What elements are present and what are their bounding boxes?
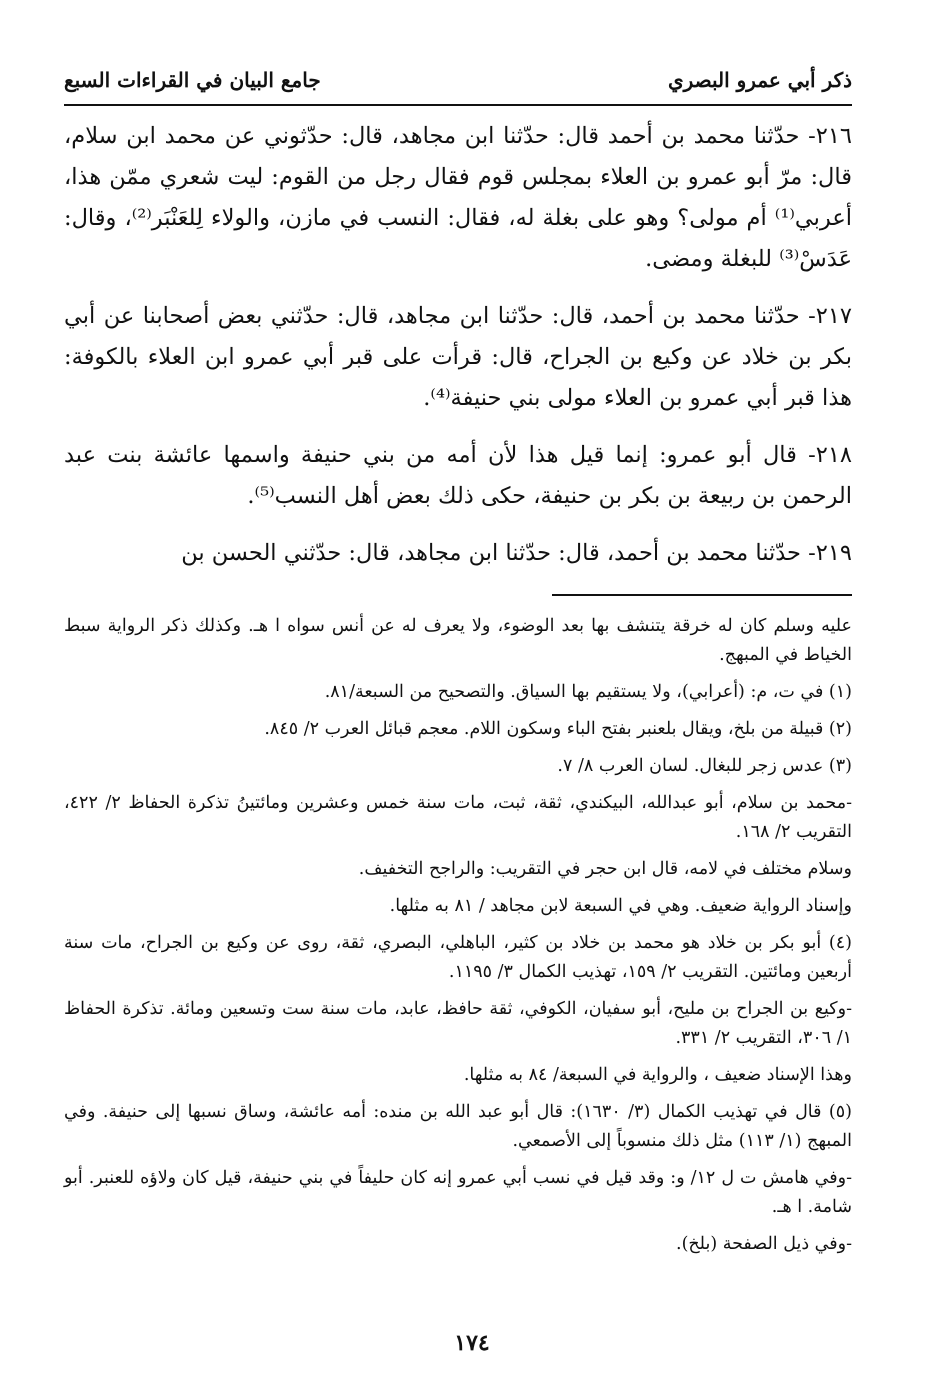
page-number: ١٧٤ [454,1330,490,1356]
footnote-note: وسلام مختلف في لامه، قال ابن حجر في التقريب: والراجح التخفيف. [358,859,852,879]
footnote-continuation: عليه وسلم كان له خرقة يتنشف بها بعد الوضوء، ولا يعرف له عن أنس سواه ا هـ. وكذلك ذكر الرواية سبط الخياط في المبهج. [64,616,852,665]
footnote-2: (٢) قبيلة من بلخ، ويقال بلعنبر بفتح الباء وسكون اللام. معجم قبائل العرب ٢/ ٨٤٥. [264,719,852,739]
footnote-note: -وكيع بن الجراح بن مليح، أبو سفيان، الكوفي، ثقة حافظ، عابد، مات سنة ست وتسعين ومائة. تذكرة الحفاظ ١/ ٣٠٦، التقريب ٢/ ٣٣١. [64,999,852,1048]
footnote-note: -محمد بن سلام، أبو عبدالله، البيكندي، ثقة، ثبت، مات سنة خمس وعشرين ومائتينُ تذكرة الحفاظ ٢/ ٤٢٢، التقريب ٢/ ١٦٨. [64,793,852,842]
paragraph-217: ٢١٧- حدّثنا محمد بن أحمد، قال: حدّثنا ابن مجاهد، قال: حدّثني بعض أصحابنا عن أبي بكر بن خلاد عن وكيع بن الجراح، قال: قرأت على قبر أبي عمرو ابن العلاء بالكوفة: هذا قبر أبي عمرو بن العلاء مولى بني حنيفة⁽⁴⁾. [64,303,852,411]
footnote-note: وهذا الإسناد ضعيف ، والرواية في السبعة/ ٨٤ به مثلها. [463,1065,852,1085]
footnote-separator [552,594,852,596]
book-title: جامع البيان في القراءات السبع [64,68,321,92]
paragraph-218: ٢١٨- قال أبو عمرو: إنما قيل هذا لأن أمه من بني حنيفة واسمها عائشة بنت عبد الرحمن بن ربيعة بن بكر بن حنيفة، حكى ذلك بعض أهل النسب⁽⁵⁾. [64,442,852,509]
footnote-5: (٥) قال في تهذيب الكمال (٣/ ١٦٣٠): قال أبو عبد الله بن منده: أمه عائشة، وساق نسبها إلى حنيفة. وفي المبهج (١/ ١١٣) مثل ذلك منسوباً إلى الأصمعي. [64,1102,852,1151]
footnotes [64,612,852,1267]
footnote-3: (٣) عدس زجر للبغال. لسان العرب ٨/ ٧. [557,756,852,776]
paragraph-216: ٢١٦- حدّثنا محمد بن أحمد قال: حدّثنا ابن مجاهد، قال: حدّثوني عن محمد ابن سلام، قال: مرّ أبو عمرو بن العلاء بمجلس قوم فقال رجل من القوم: ليت شعري ممّن هذا، أعربي⁽¹⁾ أم مولى؟ وهو على بغلة له، فقال: النسب في مازن، والولاء لِلعَنْبَر⁽²⁾، وقال: عَدَسْ⁽³⁾ للبغلة ومضى. [64,123,852,272]
footnote-1: (١) في ت، م: (أعرابي)، ولا يستقيم بها السياق. والتصحيح من السبعة/٨١. [324,682,852,702]
running-header [64,68,852,106]
paragraph-219: ٢١٩- حدّثنا محمد بن أحمد، قال: حدّثنا ابن مجاهد، قال: حدّثني الحسن بن [181,540,852,566]
footnote-4: (٤) أبو بكر بن خلاد هو محمد بن خلاد بن كثير، الباهلي، البصري، ثقة، روى عن وكيع بن الجراح، مات سنة أربعين ومائتين. التقريب ٢/ ١٥٩، تهذيب الكمال ٣/ ١١٩٥. [64,933,852,982]
main-text [64,116,852,590]
footnote-note: وإسناد الرواية ضعيف. وهي في السبعة لابن مجاهد / ٨١ به مثلها. [389,896,852,916]
footnote-note: -وفي هامش ت ل ١٢/ و: وقد قيل في نسب أبي عمرو إنه كان حليفاً في بني حنيفة، قيل كان ولاؤه للعنبر. أبو شامة. ا هـ. [64,1168,852,1217]
footnote-note: -وفي ذيل الصفحة (بلخ). [676,1234,852,1254]
chapter-title: ذكر أبي عمرو البصري [667,68,852,92]
